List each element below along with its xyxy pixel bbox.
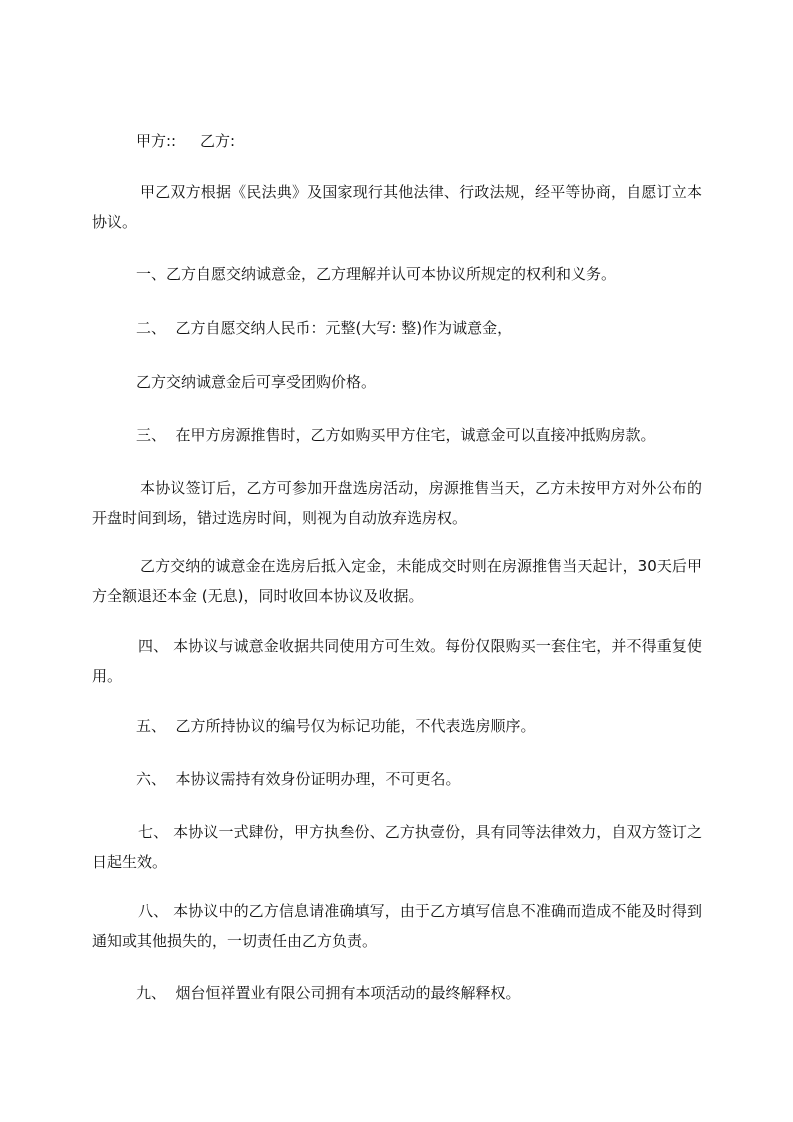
- clause-2: 二、 乙方自愿交纳人民币：元整(大写: 整)作为诚意金，: [136, 319, 513, 337]
- clause-2-note: 乙方交纳诚意金后可享受团购价格。: [136, 373, 377, 391]
- clause-8: 八、 本协议中的乙方信息请准确填写，由于乙方填写信息不准确而造成不能及时得到通知或其他损失的，一切责任由乙方负责。: [92, 902, 702, 950]
- intro-paragraph: 甲乙双方根据《民法典》及国家现行其他法律、行政法规，经平等协商，自愿订立本协议。: [92, 183, 702, 231]
- clause-4: 四、 本协议与诚意金收据共同使用方可生效。每份仅限购买一套住宅，并不得重复使用。: [92, 637, 702, 685]
- clause-3: 三、 在甲方房源推售时，乙方如购买甲方住宅，诚意金可以直接冲抵购房款。: [136, 426, 656, 444]
- clause-1: 一、乙方自愿交纳诚意金，乙方理解并认可本协议所规定的权利和义务。: [136, 265, 617, 283]
- party-b-label: 乙方:: [200, 132, 236, 150]
- clause-5: 五、 乙方所持协议的编号仅为标记功能，不代表选房顺序。: [136, 717, 536, 735]
- clause-6: 六、 本协议需持有效身份证明办理，不可更名。: [136, 770, 461, 788]
- party-a-label: 甲方::: [136, 132, 177, 150]
- clause-9: 九、 烟台恒祥置业有限公司拥有本项活动的最终解释权。: [136, 984, 521, 1002]
- clause-7: 七、 本协议一式肆份，甲方执叁份、乙方执壹份，具有同等法律效力，自双方签订之日起生效。: [92, 823, 702, 871]
- clause-3-note-2: 乙方交纳的诚意金在选房后抵入定金，未能成交时则在房源推售当天起计，30天后甲方全额退还本金 (无息)，同时收回本协议及收据。: [92, 557, 702, 605]
- clause-3-note-1: 本协议签订后，乙方可参加开盘选房活动，房源推售当天，乙方未按甲方对外公布的开盘时间到场，错过选房时间，则视为自动放弃选房权。: [92, 479, 702, 527]
